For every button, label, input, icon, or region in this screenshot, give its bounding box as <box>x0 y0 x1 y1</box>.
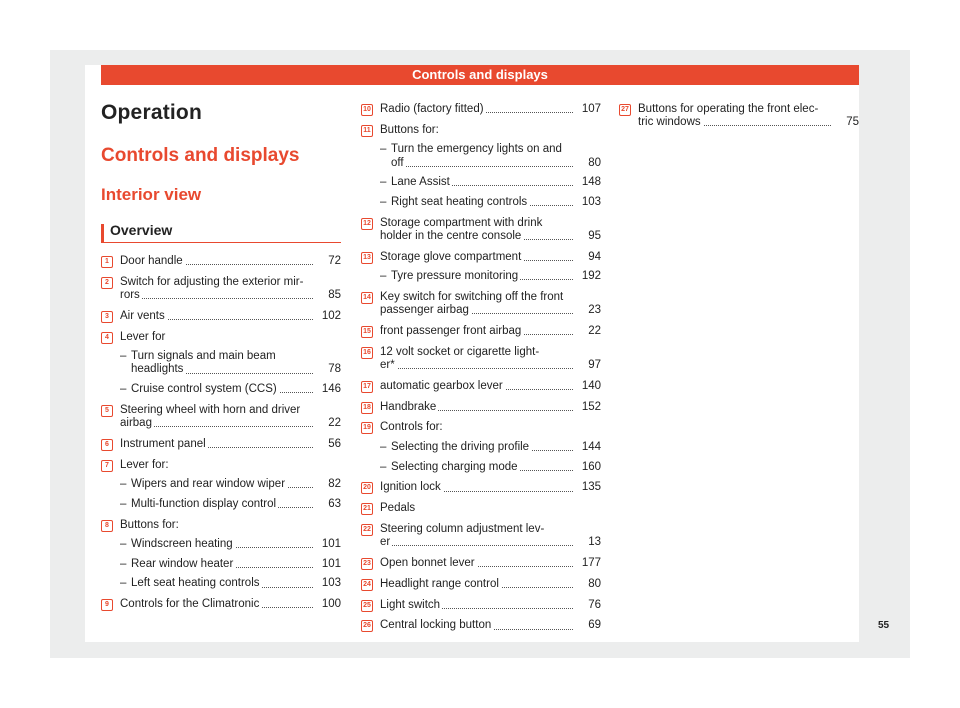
sub-entry-dash: – <box>380 176 387 189</box>
index-entry-text <box>380 291 601 304</box>
callout-number-badge: 11 <box>361 125 373 137</box>
page-reference[interactable]: 95 <box>585 230 601 243</box>
index-entry-label: Controls for the Climatronic <box>120 598 260 611</box>
index-entry-label: Controls for: <box>380 421 443 434</box>
callout-number-badge: 25 <box>361 600 373 612</box>
sub-entry-dash: – <box>120 497 127 510</box>
callout-number-badge: 8 <box>101 520 113 532</box>
index-entry-text <box>131 383 341 396</box>
index-entry-label: Open bonnet lever <box>380 557 475 569</box>
index-entry-text <box>131 558 341 571</box>
index-entry-text <box>120 519 341 532</box>
callout-number-badge: 22 <box>361 524 373 536</box>
index-entry-text <box>391 176 601 189</box>
page-reference[interactable]: 22 <box>325 417 341 430</box>
index-entry-text <box>131 577 341 590</box>
page-reference[interactable]: 82 <box>325 478 341 491</box>
heading-interior-view: Interior view <box>101 185 202 204</box>
overview-rule-left <box>101 224 104 242</box>
index-entry-text <box>391 270 601 283</box>
index-entry-label: Lever for: <box>120 458 169 471</box>
callout-number-badge: 15 <box>361 326 373 338</box>
page-reference[interactable]: 102 <box>319 310 341 323</box>
index-entry-text <box>120 255 341 268</box>
index-entry-text <box>131 350 341 363</box>
index-entry-text <box>380 346 601 359</box>
index-entry-label: Steering wheel with horn and driver <box>120 403 301 416</box>
heading-controls-displays: Controls and displays <box>101 145 300 166</box>
index-entry-text <box>380 557 601 570</box>
index-entry-label: Light switch <box>380 598 441 611</box>
page-reference[interactable]: 23 <box>585 304 601 317</box>
page-reference[interactable]: 103 <box>319 577 341 590</box>
index-entry-text <box>120 438 341 451</box>
index-entry-text <box>131 538 341 551</box>
page-reference[interactable]: 94 <box>585 251 601 264</box>
index-entry-label: rors <box>120 289 140 301</box>
index-entry-label: Ignition lock <box>380 481 441 494</box>
callout-number-badge: 9 <box>101 599 113 611</box>
index-entry-label: Headlight range control <box>380 577 499 590</box>
index-entry-label: Door handle <box>120 255 183 267</box>
index-entry-text <box>380 359 601 372</box>
callout-number-badge: 19 <box>361 422 373 434</box>
dot-leader <box>120 298 313 299</box>
callout-number-badge: 12 <box>361 218 373 230</box>
callout-number-badge: 7 <box>101 460 113 472</box>
page-reference[interactable]: 144 <box>579 441 601 454</box>
page-reference[interactable]: 76 <box>585 599 601 612</box>
page-reference[interactable]: 97 <box>585 359 601 372</box>
page-reference[interactable]: 56 <box>325 438 341 451</box>
index-entry-label: Buttons for operating the front elec- <box>638 103 819 115</box>
callout-number-badge: 4 <box>101 332 113 344</box>
index-entry-text <box>380 502 601 515</box>
page-reference[interactable]: 101 <box>319 558 341 571</box>
index-entry-label: er <box>380 536 391 549</box>
page-reference[interactable]: 101 <box>319 538 341 551</box>
sub-entry-dash: – <box>120 478 127 491</box>
index-entry-text <box>120 459 341 472</box>
index-entry-label: Switch for adjusting the exterior mir- <box>120 275 304 288</box>
callout-number-badge: 2 <box>101 277 113 289</box>
callout-number-badge: 16 <box>361 347 373 359</box>
page-reference[interactable]: 160 <box>579 461 601 474</box>
page-reference[interactable]: 135 <box>579 481 601 494</box>
index-entry-text <box>638 103 859 116</box>
callout-number-badge: 5 <box>101 405 113 417</box>
sub-entry-dash: – <box>380 270 387 283</box>
index-entry-label: holder in the centre console <box>380 229 522 242</box>
index-entry-text <box>380 304 601 317</box>
index-entry-label: Windscreen heating <box>131 538 233 551</box>
page-number: 55 <box>878 620 890 631</box>
page-reference[interactable]: 75 <box>843 116 859 129</box>
index-entry-label: automatic gearbox lever <box>380 379 503 392</box>
index-entry-text <box>120 310 341 323</box>
sub-entry-dash: – <box>380 143 387 156</box>
index-entry-label: Right seat heating controls <box>391 195 528 208</box>
page-reference[interactable]: 103 <box>579 196 601 209</box>
dot-leader <box>391 166 573 167</box>
page-reference[interactable]: 146 <box>319 383 341 396</box>
page-reference[interactable]: 107 <box>579 103 601 116</box>
page-reference[interactable]: 80 <box>585 157 601 170</box>
callout-number-badge: 13 <box>361 252 373 264</box>
callout-number-badge: 20 <box>361 482 373 494</box>
page-reference[interactable]: 63 <box>325 498 341 511</box>
index-entry-label: Storage compartment with drink <box>380 216 543 229</box>
dot-leader <box>380 545 573 546</box>
page-reference[interactable]: 140 <box>579 380 601 393</box>
index-entry-text <box>120 276 341 289</box>
index-entry-text <box>391 143 601 156</box>
callout-number-badge: 18 <box>361 402 373 414</box>
heading-operation: Operation <box>101 101 202 124</box>
sub-entry-dash: – <box>380 195 387 208</box>
index-entry-label: front passenger front airbag <box>380 325 522 337</box>
callout-number-badge: 27 <box>619 104 631 116</box>
index-entry-text <box>380 401 601 414</box>
index-entry-label: Rear window heater <box>131 557 234 570</box>
index-entry-label: airbag <box>120 417 152 429</box>
page-reference[interactable]: 13 <box>585 536 601 549</box>
page-reference[interactable]: 72 <box>325 255 341 268</box>
callout-number-badge: 21 <box>361 503 373 515</box>
callout-number-badge: 3 <box>101 311 113 323</box>
index-entry-text <box>380 325 601 338</box>
sub-entry-dash: – <box>120 557 127 570</box>
page-reference[interactable]: 22 <box>585 325 601 338</box>
index-entry-text <box>380 481 601 494</box>
section-header: Controls and displays <box>101 65 859 85</box>
index-entry-text <box>391 157 601 170</box>
index-entry-label: Storage glove compartment <box>380 250 522 263</box>
index-entry-text <box>380 578 601 591</box>
sub-entry-dash: – <box>380 460 387 473</box>
index-entry-label: Instrument panel <box>120 437 206 450</box>
index-entry-text <box>131 498 341 511</box>
index-entry-text <box>380 103 601 116</box>
index-entry-text <box>380 380 601 393</box>
index-entry-label: off <box>391 156 404 169</box>
index-entry-label: Left seat heating controls <box>131 577 260 590</box>
index-entry-label: Lever for <box>120 330 166 343</box>
sub-entry-dash: – <box>120 577 127 590</box>
index-entry-label: headlights <box>131 363 184 376</box>
page-reference[interactable]: 152 <box>579 401 601 414</box>
index-entry-text <box>638 116 859 129</box>
index-entry-label: Buttons for: <box>120 518 179 531</box>
index-entry-label: passenger airbag <box>380 304 469 317</box>
callout-number-badge: 14 <box>361 292 373 304</box>
dot-leader <box>380 368 573 369</box>
index-entry-label: Wipers and rear window wiper <box>131 478 286 491</box>
index-entry-label: er* <box>380 359 395 371</box>
index-entry-label: Selecting the driving profile <box>391 441 530 453</box>
heading-overview: Overview <box>110 222 173 238</box>
index-entry-text <box>380 230 601 243</box>
index-entry-text <box>391 441 601 454</box>
page-reference[interactable]: 148 <box>579 176 601 189</box>
index-entry-label: Lane Assist <box>391 176 450 189</box>
index-entry-label: Central locking button <box>380 619 492 632</box>
index-entry-text <box>120 417 341 430</box>
index-entry-text <box>131 363 341 376</box>
index-entry-text <box>380 217 601 230</box>
index-entry-text <box>391 196 601 209</box>
index-entry-text <box>391 461 601 474</box>
index-entry-label: tric windows <box>638 116 701 129</box>
callout-number-badge: 26 <box>361 620 373 632</box>
index-entry-text <box>380 599 601 612</box>
callout-number-badge: 17 <box>361 381 373 393</box>
page-reference[interactable]: 192 <box>579 270 601 283</box>
page-reference[interactable]: 85 <box>325 289 341 302</box>
sub-entry-dash: – <box>120 350 127 363</box>
index-entry-label: Turn the emergency lights on and <box>391 143 562 156</box>
callout-number-badge: 23 <box>361 558 373 570</box>
index-entry-label: Turn signals and main beam <box>131 350 276 363</box>
index-entry-text <box>120 598 341 611</box>
index-entry-label: Key switch for switching off the front <box>380 291 564 303</box>
page-reference[interactable]: 78 <box>325 363 341 376</box>
index-entry-label: Tyre pressure monitoring <box>391 270 519 283</box>
index-entry-label: Selecting charging mode <box>391 460 518 473</box>
page-reference[interactable]: 177 <box>579 557 601 570</box>
index-entry-text <box>120 331 341 344</box>
index-entry-text <box>380 619 601 632</box>
index-entry-text <box>380 523 601 536</box>
overview-rule-bottom <box>101 242 341 243</box>
callout-number-badge: 1 <box>101 256 113 268</box>
index-entry-label: Handbrake <box>380 400 437 413</box>
sub-entry-dash: – <box>380 441 387 453</box>
index-entry-text <box>380 124 601 137</box>
index-entry-text <box>131 478 341 491</box>
index-entry-label: Radio (factory fitted) <box>380 103 484 115</box>
index-entry-text <box>380 421 601 434</box>
index-entry-text <box>120 404 341 417</box>
sub-entry-dash: – <box>120 383 127 395</box>
index-entry-label: Cruise control system (CCS) <box>131 383 277 395</box>
index-entry-text <box>120 289 341 302</box>
page-reference[interactable]: 69 <box>585 619 601 632</box>
sub-entry-dash: – <box>120 538 127 551</box>
index-entry-label: Buttons for: <box>380 123 439 136</box>
index-entry-text <box>380 251 601 264</box>
index-entry-text <box>380 536 601 549</box>
index-entry-label: Pedals <box>380 502 416 515</box>
page-reference[interactable]: 80 <box>585 578 601 591</box>
index-entry-label: Steering column adjustment lev- <box>380 523 545 535</box>
index-entry-label: 12 volt socket or cigarette light- <box>380 345 540 358</box>
callout-number-badge: 10 <box>361 104 373 116</box>
page-reference[interactable]: 100 <box>319 598 341 611</box>
callout-number-badge: 24 <box>361 579 373 591</box>
index-entry-label: Air vents <box>120 309 165 322</box>
callout-number-badge: 6 <box>101 439 113 451</box>
index-entry-label: Multi-function display control <box>131 497 277 510</box>
